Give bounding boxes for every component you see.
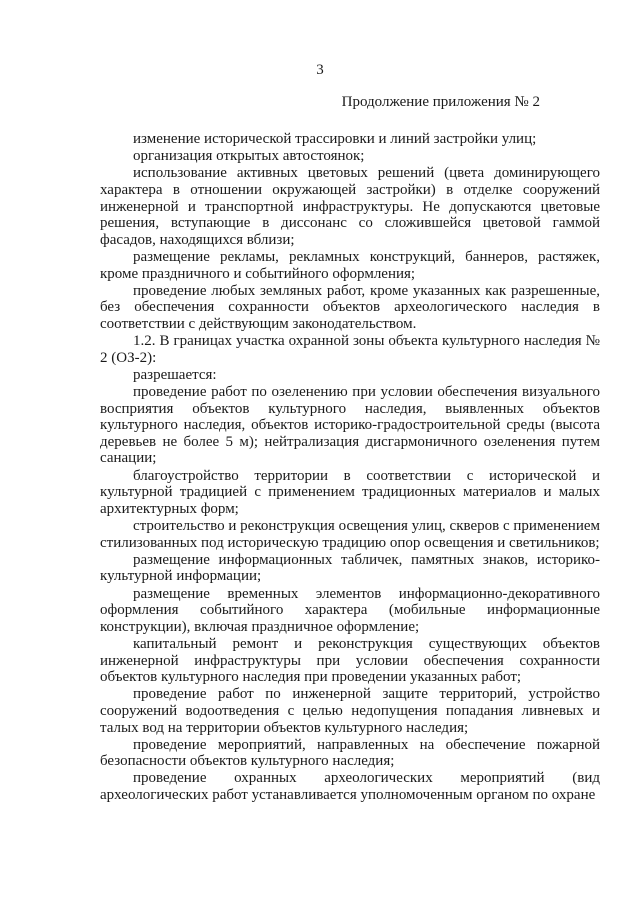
paragraph: изменение исторической трассировки и линий застройки улиц; bbox=[133, 131, 537, 147]
page-number: 3 bbox=[316, 62, 324, 78]
annex-heading: Продолжение приложения № 2 bbox=[341, 94, 540, 110]
paragraph: организация открытых автостоянок; bbox=[133, 148, 365, 165]
paragraph: проведение любых земляных работ, кроме указанных как разрешенные, без обеспечения сохранности объектов археологического наследия в соответствии с действующим законодательством. bbox=[100, 282, 600, 332]
document-body bbox=[100, 131, 600, 804]
paragraph: капитальный ремонт и реконструкция существующих объектов инженерной инфраструктуры при условии обеспечения сохранности объектов культурного наследия при проведении указанных работ; bbox=[100, 635, 600, 686]
paragraph: строительство и реконструкция освещения улиц, скверов с применением стилизованных под историческую традицию опор освещения и светильников; bbox=[100, 518, 600, 551]
paragraph: размещение временных элементов информационно-декоративного оформления событийного характера (мобильные информационные конструкции), включая праздничное оформление; bbox=[100, 585, 600, 635]
paragraph: проведение работ по инженерной защите территорий, устройство сооружений водоотведения с целью недопущения попадания ливневых и талых вод на территории объектов культурного наследия; bbox=[100, 686, 600, 736]
paragraph: разрешается: bbox=[133, 366, 217, 383]
paragraph: использование активных цветовых решений (цвета доминирующего характера в отношении окружающей застройки) в отделке сооружений инженерной и транспортной инфраструктуры. Не допускаются цветовые решения, вступающие в диссонанс со сложившейся цветовой гаммой фасадов, находящихся вблизи; bbox=[100, 165, 600, 248]
paragraph: проведение работ по озеленению при условии обеспечения визуального восприятия объектов культурного наследия, выявленных объектов культурного наследия, объектов историко-градостроительной среды (высота деревьев не более 5 м); нейтрализация дисгармоничного озеленения путем санации; bbox=[100, 384, 600, 467]
section-heading: 1.2. В границах участка охранной зоны объекта культурного наследия № 2 (ОЗ-2): bbox=[100, 333, 600, 366]
paragraph: благоустройство территории в соответствии с исторической и культурной традицией с применением традиционных материалов и малых архитектурных форм; bbox=[100, 467, 600, 517]
paragraph: размещение рекламы, рекламных конструкций, баннеров, растяжек, кроме праздничного и событийного оформления; bbox=[100, 248, 600, 282]
paragraph: проведение мероприятий, направленных на обеспечение пожарной безопасности объектов культурного наследия; bbox=[100, 736, 600, 770]
paragraph: проведение охранных археологических мероприятий (вид археологических работ устанавливается уполномоченным органом по охране bbox=[100, 770, 600, 804]
paragraph: размещение информационных табличек, памятных знаков, историко-культурной информации; bbox=[100, 551, 600, 585]
